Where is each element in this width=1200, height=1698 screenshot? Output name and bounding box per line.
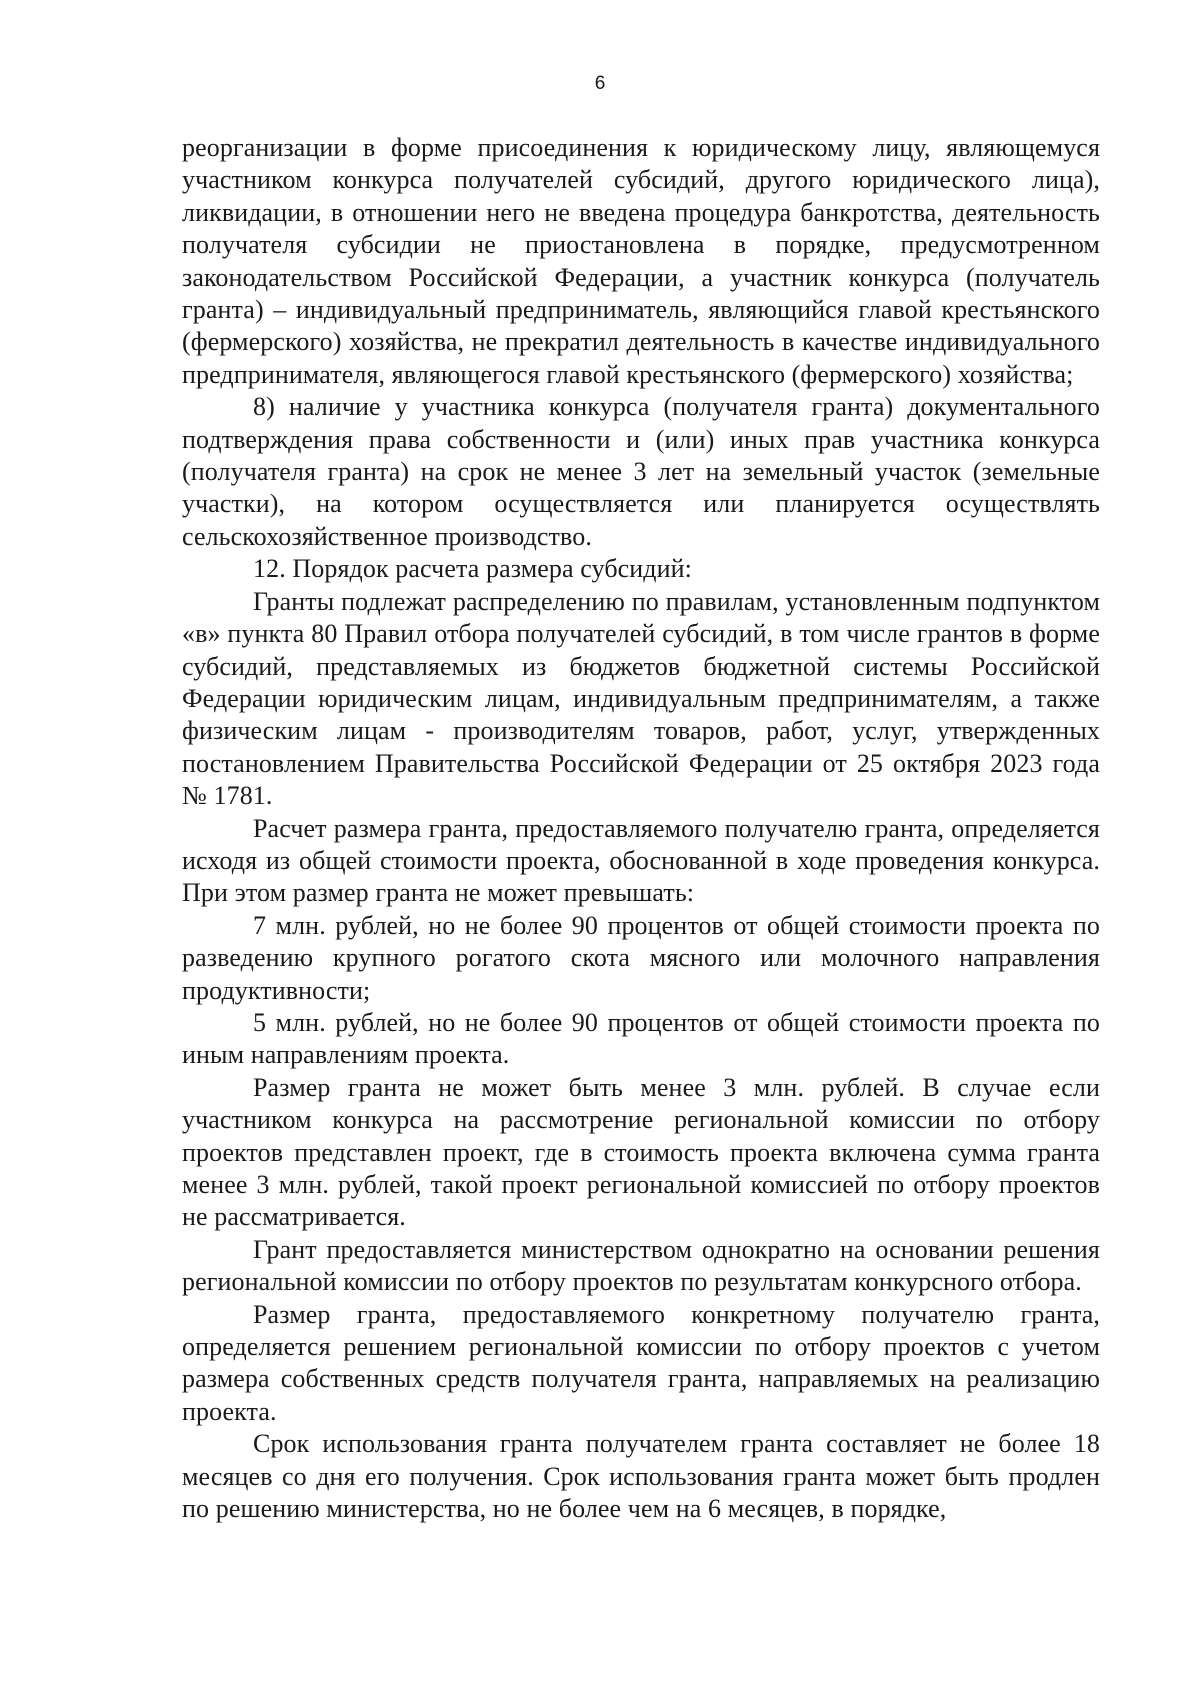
paragraph-item-8: 8) наличие у участника конкурса (получателя гранта) документального подтверждения права собственности и (или) иных прав участника конкурса (получателя гранта) на срок не менее 3 лет на земельный участок (земельные участки), на котором осуществляется или планируется осуществлять сельскохозяйственное производство. — [182, 392, 1100, 551]
paragraph-limit-5mln: 5 млн. рублей, но не более 90 процентов от общей стоимости проекта по иным направлениям проекта. — [182, 1007, 1100, 1070]
paragraph-grant-term: Срок использования гранта получателем гранта составляет не более 18 месяцев со дня его получения. Срок использования гранта может быть продлен по решению министерства, но не более чем на 6 месяцев, в порядке, — [182, 1429, 1100, 1524]
paragraph-reorganization: реорганизации в форме присоединения к юридическому лицу, являющемуся участником конкурса получателей субсидий, другого юридического лица), ликвидации, в отношении него не введена процедура банкротства, деятельность получателя субсидии не приостановлена в порядке, предусмотренном законодательством Российской Федерации, а участник конкурса (получатель гранта) – индивидуальный предприниматель, являющийся главой крестьянского (фермерского) хозяйства, не прекратил деятельность в качестве индивидуального предпринимателя, являющегося главой крестьянского (фермерского) хозяйства; — [182, 133, 1100, 389]
page-number: 6 — [594, 73, 606, 94]
paragraph-grant-size: Размер гранта, предоставляемого конкретному получателю гранта, определяется решением региональной комиссии по отбору проектов с учетом размера собственных средств получателя гранта, направляемых на реализацию проекта. — [182, 1299, 1100, 1426]
paragraph-grants-distribution: Гранты подлежат распределению по правилам, установленным подпунктом «в» пункта 80 Правил отбора получателей субсидий, в том числе грантов в форме субсидий, представляемых из бюджетов бюджетной системы Российской Федерации юридическим лицам, индивидуальным предпринимателям, а также физическим лицам - производителям товаров, работ, услуг, утвержденных постановлением Правительства Российской Федерации от 25 октября 2023 года № 1781. — [182, 586, 1100, 811]
paragraph-grant-provision: Грант предоставляется министерством однократно на основании решения региональной комиссии по отбору проектов по результатам конкурсного отбора. — [182, 1234, 1100, 1297]
section-heading-12: 12. Порядок расчета размера субсидий: — [253, 554, 692, 584]
document-body — [182, 132, 1100, 1525]
paragraph-minimum-grant: Размер гранта не может быть менее 3 млн. рублей. В случае если участником конкурса на рассмотрение региональной комиссии по отбору проектов представлен проект, где в стоимость проекта включена сумма гранта менее 3 млн. рублей, такой проект региональной комиссией по отбору проектов не рассматривается. — [182, 1072, 1100, 1232]
paragraph-grant-calculation: Расчет размера гранта, предоставляемого получателю гранта, определяется исходя из общей стоимости проекта, обоснованной в ходе проведения конкурса. При этом размер гранта не может превышать: — [182, 813, 1100, 908]
paragraph-limit-7mln: 7 млн. рублей, но не более 90 процентов от общей стоимости проекта по разведению крупного рогатого скота мясного или молочного направления продуктивности; — [182, 910, 1100, 1005]
